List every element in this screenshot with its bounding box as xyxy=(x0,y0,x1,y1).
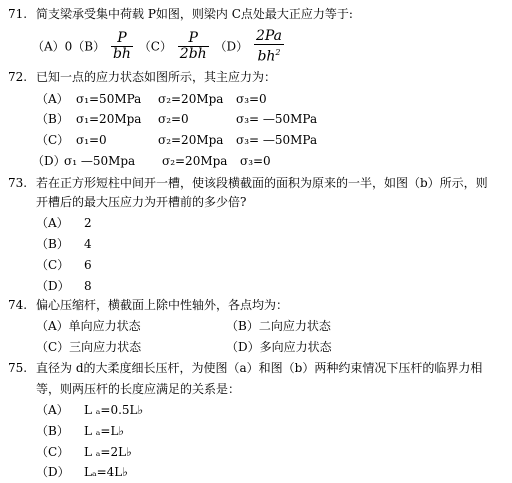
question-74-stem: 74. 偏心压缩杆，横截面上除中性轴外，各点均为： xyxy=(8,298,289,312)
question-75-stem: 75. 直径为 d的大柔度细长压杆，为使图（a）和图（b）两种约束情况下压杆的临界力相 xyxy=(8,361,483,375)
question-73-stem: 73. 若在正方形短柱中间开一槽，使该段横截面的面积为原来的一半，如图（b）所示，则 xyxy=(8,176,488,190)
question-74-option-b: （B）二向应力状态 xyxy=(226,319,331,333)
question-71-stem: 71. 简支梁承受集中荷载 P如图，则梁内 C点处最大正应力等于: xyxy=(8,7,353,21)
exam-page: 71. 简支梁承受集中荷载 P如图，则梁内 C点处最大正应力等于: （A）0（B） $\frac{P}{bh}$ （C） $\frac{P}{2bh}$ （D） $\frac{2Pa}{bh^2}$ 72. 已知一点的应力状态如图所示，其主应力为： （A） σ₁=50MPa σ₂=20Mpa σ₃=0 （B） σ₁=20Mpa σ₂=0 σ₃= —50MPa （C） σ₁=0 σ₂=20Mpa σ₃= —50MPa （D） σ₁ —50Mpa σ₂=20Mpa σ₃=0 73. 若在正方形短柱中间开一槽，使该段横截面的面积为原来的一半，如图（b）所示，则 开槽后的最大压应力为开槽前的多少倍? （A） 2 （B） 4 （C） 6 （D） 8 74. 偏心压缩杆，横截面上除中性轴外，各点均为： （A）单向应力状态 （B）二向应力状态 （C）三向应力状态 （D）多向应力状态 75. 直径为 d的大柔度细长压杆，为使图（a）和图（b）两种约束情况下压杆的临界力相 等，则两压杆的长度应满足的关系是： （A） L ₐ=0.5L♭ （B） L ₐ=L♭ （C） L ₐ=2L♭ （D） Lₐ=4L♭ xyxy=(8,7,488,479)
question-74-option-c: （C）三向应力状态 xyxy=(36,340,142,354)
question-74-option-a: （A）单向应力状态 xyxy=(36,319,141,333)
fraction-d: $\frac{2Pa}{bh^2}$ xyxy=(255,28,282,65)
question-71-options xyxy=(32,29,286,65)
option-c-label: （C） xyxy=(138,39,172,54)
question-74-option-d: （D）多向应力状态 xyxy=(226,340,332,354)
question-73-stem-cont: 开槽后的最大压应力为开槽前的多少倍? xyxy=(36,195,247,209)
fraction-b: $\frac{P}{bh}$ xyxy=(112,30,131,63)
fraction-c: $\frac{P}{2bh}$ xyxy=(179,30,207,63)
option-a-b-label: （A）0（B） xyxy=(32,39,106,54)
question-75-stem-cont: 等，则两压杆的长度应满足的关系是： xyxy=(36,382,241,396)
option-d-label: （D） xyxy=(214,39,249,54)
question-72-stem: 72. 已知一点的应力状态如图所示，其主应力为： xyxy=(8,70,277,84)
